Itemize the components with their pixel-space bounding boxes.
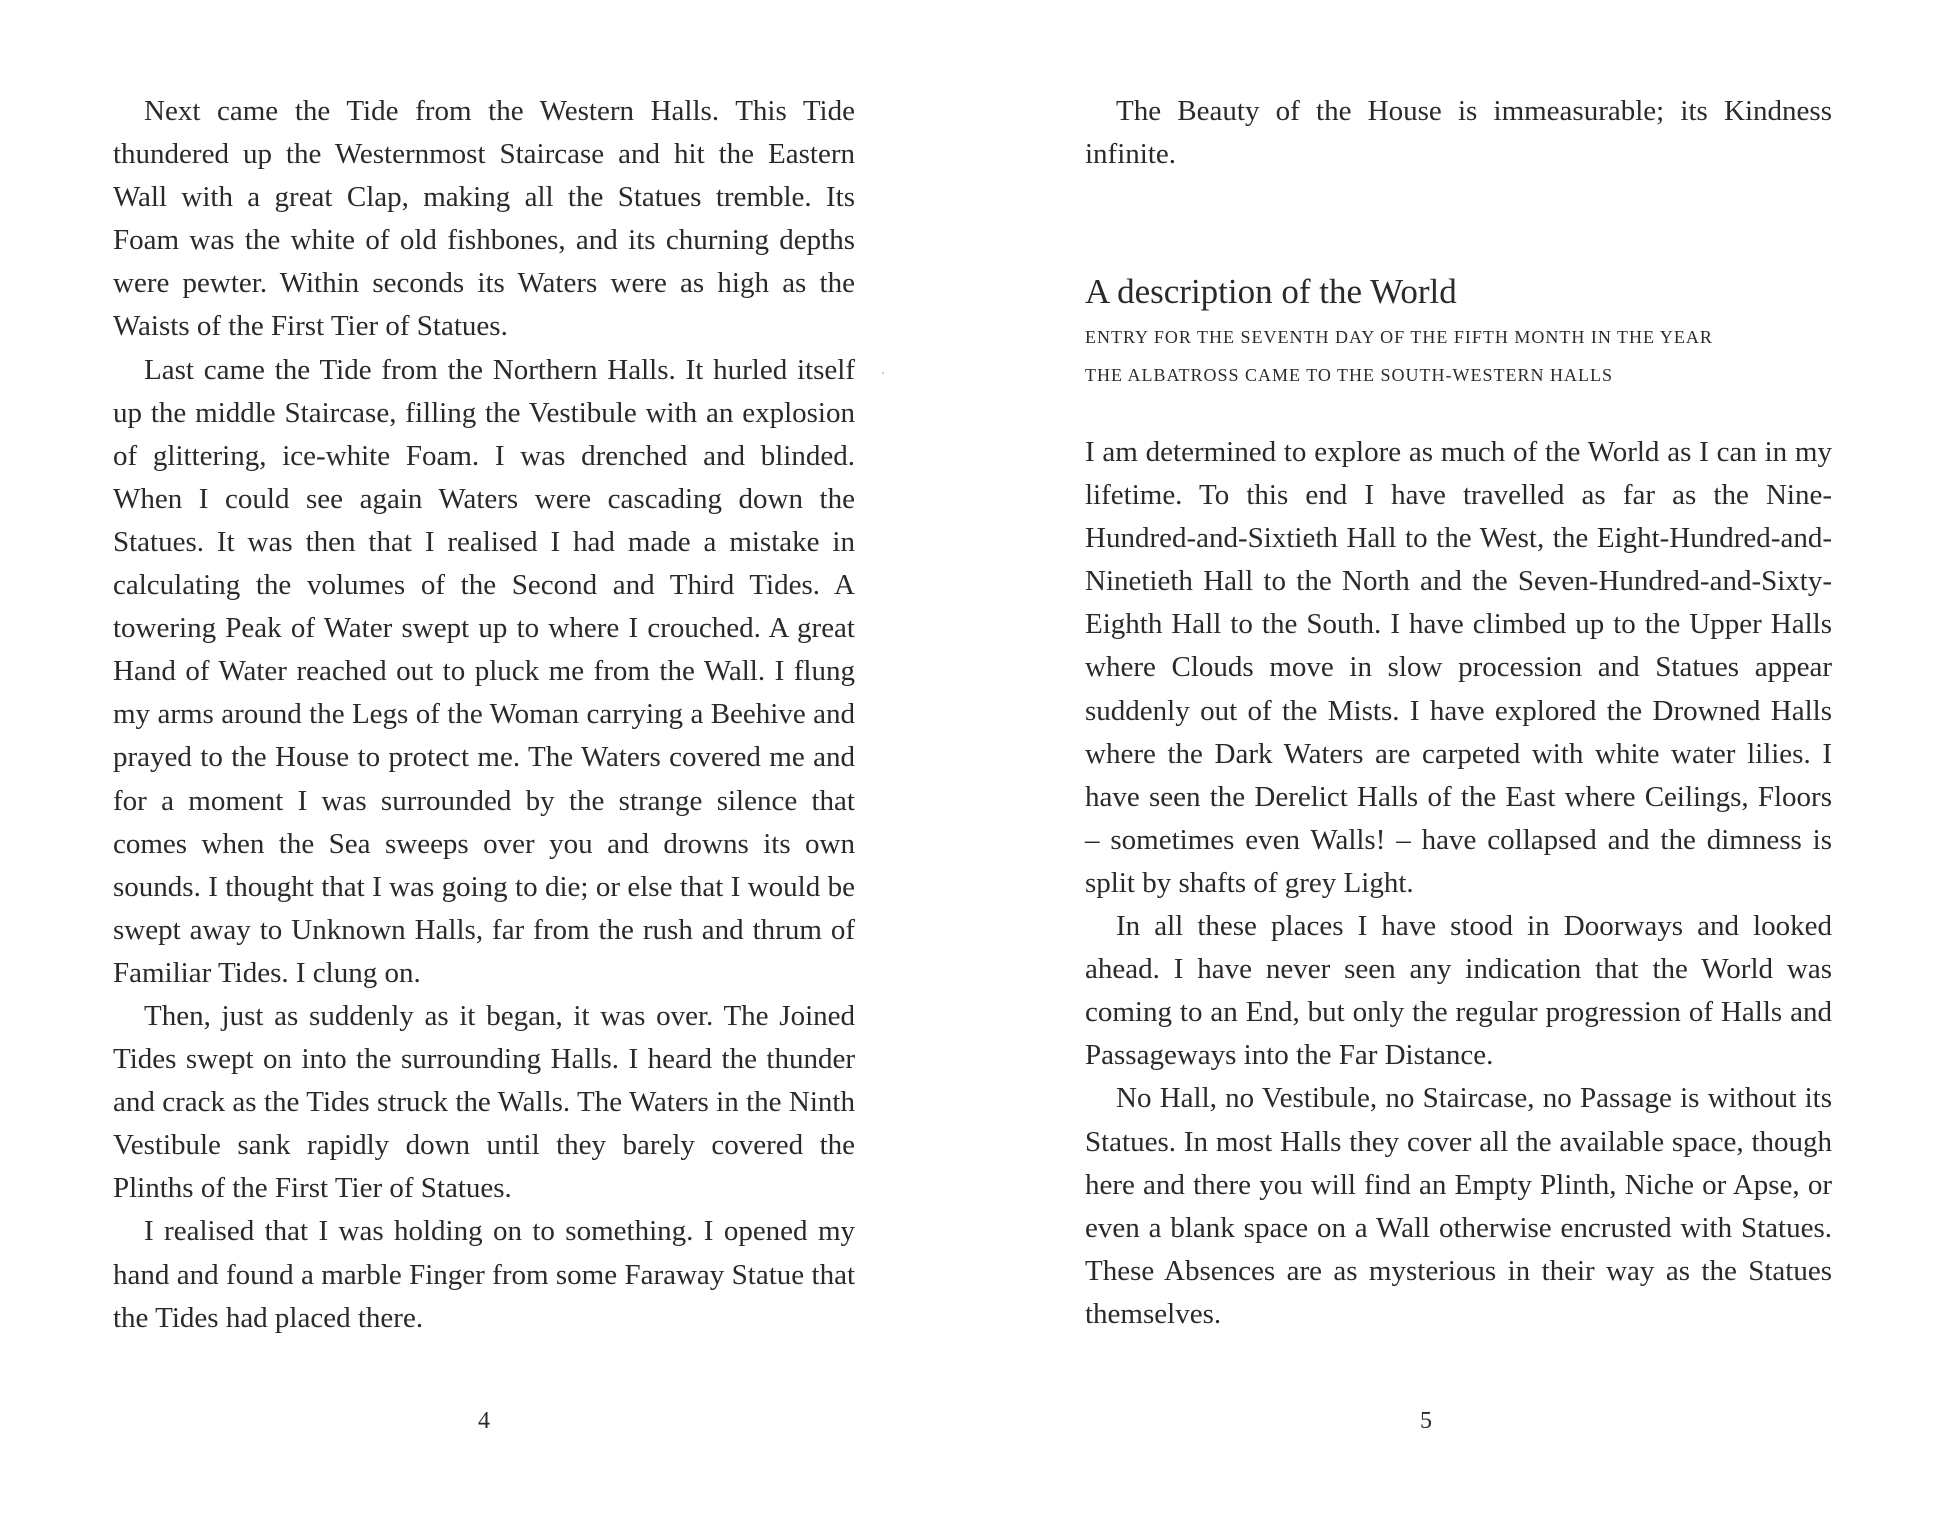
right-page-number: 5	[1420, 1408, 1432, 1434]
right-intro-paragraph: The Beauty of the House is immeasurable; its Kindness infinite.	[1085, 95, 1832, 171]
left-page	[113, 0, 855, 1524]
left-paragraph-1: Next came the Tide from the Western Halls. This Tide thundered up the Westernmost Staircase and hit the Eastern Wall with a great Clap, making all the Statues tremble. Its Foam was the white of old fishbones, and its churning depths were pewter. Within seconds its Waters were as high as the Waists of the First Tier of Statues.	[113, 95, 855, 343]
section-title: A description of the World	[1085, 272, 1457, 311]
right-paragraph-2: In all these places I have stood in Doorways and looked ahead. I have never seen any indication that the World was coming to an End, but only the regular progression of Halls and Passageways into the Far Distance.	[1085, 910, 1832, 1072]
left-paragraph-2: Last came the Tide from the Northern Halls. It hurled itself up the middle Staircase, filling the Vestibule with an explosion of glittering, ice-white Foam. I was drenched and blinded. When I could see again Waters were cascading down the Statues. It was then that I realised I had made a mistake in calculating the volumes of the Second and Third Tides. A towering Peak of Water swept up to where I crouched. A great Hand of Water reached out to pluck me from the Wall. I flung my arms around the Legs of the Woman carrying a Beehive and prayed to the House to protect me. The Waters covered me and for a moment I was surrounded by the strange silence that comes when the Sea sweeps over you and drowns its own sounds. I thought that I was going to die; or else that I would be swept away to Unknown Halls, far from the rush and thrum of Familiar Tides. I clung on.	[113, 353, 855, 989]
right-page-intro	[1085, 90, 1832, 176]
entry-line-2: THE ALBATROSS CAME TO THE SOUTH-WESTERN HALLS	[1085, 365, 1614, 385]
left-page-body	[113, 90, 855, 1340]
stray-mark	[882, 372, 884, 374]
entry-line-1: ENTRY FOR THE SEVENTH DAY OF THE FIFTH MONTH IN THE YEAR	[1085, 327, 1713, 347]
left-paragraph-4: I realised that I was holding on to something. I opened my hand and found a marble Finger from some Faraway Statue that the Tides had placed there.	[113, 1215, 855, 1334]
right-page-body	[1085, 431, 1832, 1336]
left-paragraph-3: Then, just as suddenly as it began, it was over. The Joined Tides swept on into the surrounding Halls. I heard the thunder and crack as the Tides struck the Walls. The Waters in the Ninth Vestibule sank rapidly down until they barely covered the Plinths of the First Tier of Statues.	[113, 999, 855, 1205]
right-paragraph-3: No Hall, no Vestibule, no Staircase, no Passage is without its Statues. In most Halls they cover all the available space, though here and there you will find an Empty Plinth, Niche or Apse, or even a blank space on a Wall otherwise encrusted with Statues. These Absences are as mysterious in their way as the Statues themselves.	[1085, 1082, 1832, 1330]
section-heading-block	[1085, 266, 1832, 394]
right-paragraph-1: I am determined to explore as much of the World as I can in my lifetime. To this end I have travelled as far as the Nine-Hundred-and-Sixtieth Hall to the West, the Eight-Hundred-and-Ninetieth Hall to the North and the Seven-Hundred-and-Sixty-Eighth Hall to the South. I have climbed up to the Upper Halls where Clouds move in slow procession and Statues appear suddenly out of the Mists. I have explored the Drowned Halls where the Dark Waters are carpeted with white water lilies. I have seen the Derelict Halls of the East where Ceilings, Floors – sometimes even Walls! – have collapsed and the dimness is split by shafts of grey Light.	[1085, 436, 1832, 899]
right-page	[1085, 0, 1832, 1524]
left-page-number: 4	[478, 1408, 490, 1434]
